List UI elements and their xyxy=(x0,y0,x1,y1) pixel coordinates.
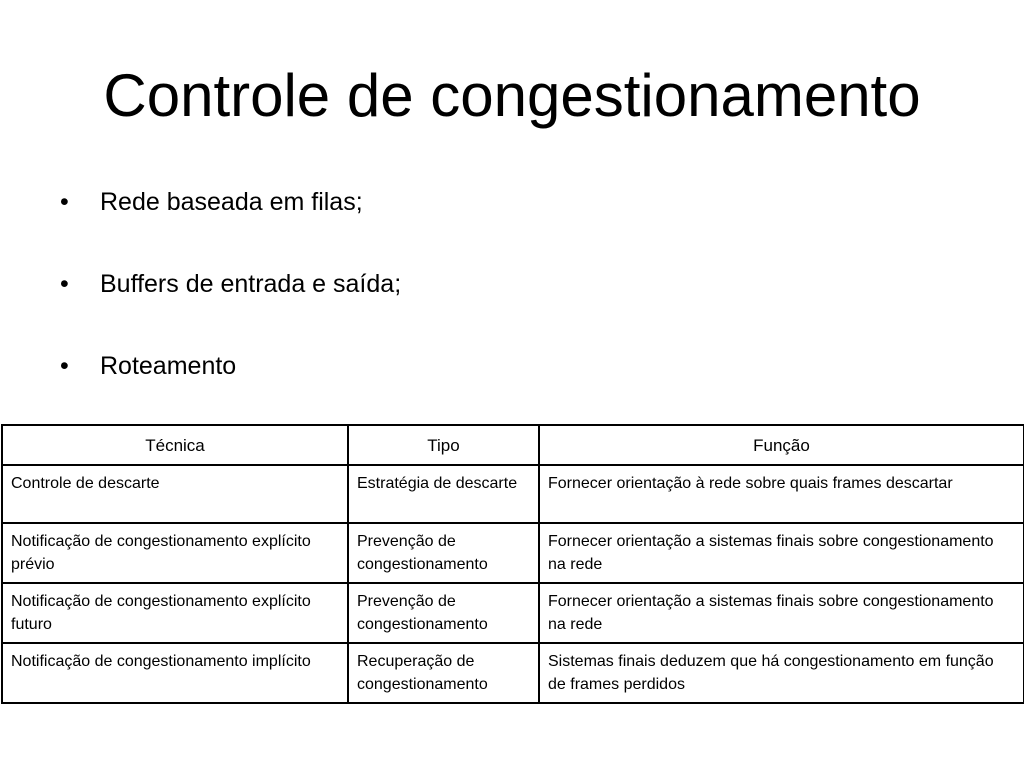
bullet-icon: • xyxy=(60,188,69,216)
cell-funcao: Sistemas finais deduzem que há congestionamento em função de frames perdidos xyxy=(539,643,1024,703)
cell-tipo: Recuperação de congestionamento xyxy=(348,643,539,703)
cell-tecnica: Controle de descarte xyxy=(2,465,348,523)
cell-funcao: Fornecer orientação a sistemas finais sobre congestionamento na rede xyxy=(539,523,1024,583)
cell-tipo: Estratégia de descarte xyxy=(348,465,539,523)
bullet-item xyxy=(58,264,401,304)
bullet-text: Buffers de entrada e saída; xyxy=(100,270,402,298)
header-tecnica: Técnica xyxy=(2,425,348,465)
cell-tecnica: Notificação de congestionamento explícito prévio xyxy=(2,523,348,583)
slide-title: Controle de congestionamento xyxy=(103,62,921,129)
bullet-list xyxy=(58,182,401,428)
table-row xyxy=(2,643,1024,703)
header-funcao: Função xyxy=(539,425,1024,465)
cell-tecnica: Notificação de congestionamento implícito xyxy=(2,643,348,703)
bullet-text: Rede baseada em filas; xyxy=(100,188,363,216)
bullet-text: Roteamento xyxy=(100,352,237,380)
header-tipo: Tipo xyxy=(348,425,539,465)
cell-funcao: Fornecer orientação à rede sobre quais frames descartar xyxy=(539,465,1024,523)
table-row xyxy=(2,523,1024,583)
table-row xyxy=(2,465,1024,523)
bullet-item xyxy=(58,346,401,386)
table-row xyxy=(2,583,1024,643)
cell-tipo: Prevenção de congestionamento xyxy=(348,583,539,643)
technique-table-container xyxy=(1,424,1023,704)
cell-tipo: Prevenção de congestionamento xyxy=(348,523,539,583)
bullet-item xyxy=(58,182,401,222)
bullet-icon: • xyxy=(60,352,69,380)
bullet-icon: • xyxy=(60,270,69,298)
technique-table xyxy=(1,424,1024,704)
cell-tecnica: Notificação de congestionamento explícito futuro xyxy=(2,583,348,643)
cell-funcao: Fornecer orientação a sistemas finais sobre congestionamento na rede xyxy=(539,583,1024,643)
table-header-row xyxy=(2,425,1024,465)
